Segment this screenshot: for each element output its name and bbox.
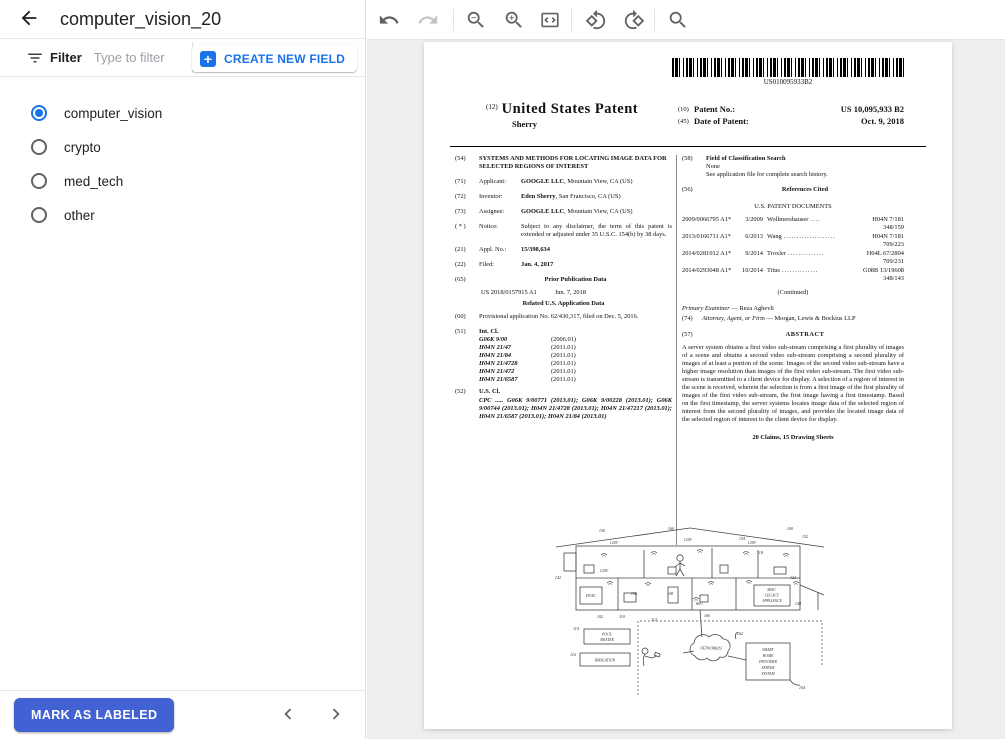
radio-unselected-icon[interactable] [31, 139, 47, 155]
bottom-action-bar [0, 690, 365, 739]
option-label: crypto [64, 139, 101, 155]
radio-option-crypto[interactable] [0, 130, 365, 164]
radio-unselected-icon[interactable] [31, 173, 47, 189]
figure-irrigation-label: IRRIGATION [594, 658, 616, 663]
option-label: med_tech [64, 173, 124, 189]
undo-icon[interactable] [378, 9, 400, 31]
svg-text:160: 160 [667, 526, 675, 531]
svg-text:102: 102 [596, 614, 604, 619]
divider [450, 146, 926, 147]
svg-text:164: 164 [798, 685, 806, 690]
svg-text:120V: 120V [599, 568, 609, 573]
prior-publication-heading: Prior Publication Data [544, 276, 607, 283]
svg-text:HOME: HOME [762, 654, 774, 658]
svg-text:100: 100 [786, 526, 794, 531]
plus-icon: + [200, 51, 216, 67]
inventor-surname: Sherry [512, 119, 538, 129]
patent-left-column: (54) SYSTEMS AND METHODS FOR LOCATING IMAGE DATA FOR SELECTED REGIONS OF INTEREST (71) Applicant: GOOGLE LLC, Mountain View, CA (US) (72) Inventor: Eden Sherry, San Francisco, CA (US) (73) Assignee: GOOGLE LLC, Mountain View, CA (US) ( * ) Notice: Subject to any disclaimer, the term of this patent is extended or adjusted under 35 U.S.C. 154(b) by 38 days. (21) Appl. No.: 15/398,634 (22) Filed: Jan. 4, 2017 (65) Prior Publication Data US 2018/0157915 A1 Jun. 7, 2018 Related U.S. Application Data (60) Provisional application No. 62/430,317, filed on Dec. 5, 2016. (51) Int. Cl. G06K 9/00 (2006.01) H04N 21/47 (2011.01) H04N 21/84 (2011.01) H04N 21/4728 (2011.01) H04N 21/472 (2011.01) H04N 21/6587 (2011.01) (52) U.S. Cl. CPC ..... G06K 9/00771 (2013.01); G06K 9/00228 (2013.01); G06K 9/00744 (2013.01); H04N 21/4728 (2013.01); H04N 21/47217 (2013.01); H04N 21/6587 (2013.01); H04N 21/84 (2013.01) [455, 155, 672, 420]
svg-text:142: 142 [554, 575, 562, 580]
next-document-icon[interactable] [325, 703, 349, 727]
create-new-field-button[interactable] [192, 45, 357, 72]
svg-text:PROVIDER: PROVIDER [759, 660, 777, 664]
back-arrow-icon[interactable] [18, 7, 42, 31]
mark-as-labeled-button[interactable]: MARK AS LABELED [14, 698, 174, 732]
patent-kind-header [486, 100, 638, 129]
svg-text:116: 116 [570, 652, 576, 657]
radio-option-med-tech[interactable] [0, 164, 365, 198]
radio-unselected-icon[interactable] [31, 207, 47, 223]
svg-text:120V: 120V [609, 540, 619, 545]
patent-title: United States Patent [501, 101, 639, 117]
patent-no-label: Patent No.: [694, 104, 736, 114]
abstract-heading: ABSTRACT [785, 331, 825, 338]
filter-label: Filter [50, 50, 82, 65]
zoom-in-icon[interactable] [503, 9, 525, 31]
cpc-classifications: CPC ..... G06K 9/00771 (2013.01); G06K 9/00228 (2013.01); G06K 9/00744 (2013.01); H04N 21/4728 (2013.01); H04N 21/47217 (2013.01); H04N 21/6587 (2013.01); H04N 21/84 (2013.01) [479, 397, 672, 420]
divider [453, 9, 454, 31]
page-title: computer_vision_20 [60, 8, 222, 29]
svg-text:150: 150 [598, 528, 606, 533]
abstract-text: A server system obtains a first video sub-stream comprising a first plurality of images of a scene and obtains a second video sub-stream comprising a second plurality of images of at least a portion of the scene. Images of the second video sub-stream have a higher image resolution than images of the first video sub-stream. The first video sub-stream is transmitted to a client device for display. A selection of a region of interest in the scene is received, wherein the selection is from a first image of the first plurality of images of the first video sub-stream, the first image having a first timestamp. Based on the first timestamp, the server systems locates image data of the selected region of interest from the second plurality of images, and provides the located image data of the selected region of interest to the client device for display. [682, 344, 904, 423]
app-header [0, 0, 365, 39]
left-panel [0, 0, 366, 739]
column-divider [676, 155, 677, 545]
divider [654, 9, 655, 31]
svg-text:120V: 120V [747, 540, 757, 545]
svg-text:LEGACY: LEGACY [765, 593, 779, 598]
svg-text:HEATER: HEATER [600, 638, 614, 642]
option-label: other [64, 207, 95, 223]
svg-text:110: 110 [619, 614, 625, 619]
figure-wifi-label: WiFi [695, 602, 703, 606]
barcode-text: US010095933B2 [763, 78, 813, 86]
svg-text:SMART: SMART [762, 648, 774, 652]
ref-12: (12) [486, 103, 498, 111]
svg-text:140: 140 [794, 601, 802, 606]
radio-option-computer-vision[interactable] [0, 96, 365, 130]
patent-no-value: US 10,095,933 B2 [840, 104, 904, 114]
fit-to-width-icon[interactable] [539, 9, 561, 31]
radio-option-other[interactable] [0, 198, 365, 232]
invention-title: SYSTEMS AND METHODS FOR LOCATING IMAGE DATA FOR SELECTED REGIONS OF INTEREST [479, 155, 667, 170]
svg-text:108: 108 [666, 591, 674, 596]
svg-text:MISC.: MISC. [767, 588, 777, 592]
ref-45: (45) [678, 118, 689, 125]
filter-input[interactable] [94, 50, 189, 65]
svg-text:SYSTEM: SYSTEM [761, 672, 775, 676]
filter-bar [0, 39, 365, 77]
svg-text:160: 160 [703, 613, 711, 618]
redo-icon[interactable] [417, 9, 439, 31]
svg-text:118: 118 [757, 550, 763, 555]
ref-10: (10) [678, 106, 689, 113]
rotate-cw-icon[interactable] [623, 9, 645, 31]
previous-document-icon[interactable] [277, 703, 301, 727]
svg-text:114: 114 [573, 626, 579, 631]
svg-text:SERVER: SERVER [761, 666, 775, 670]
pager [277, 703, 349, 727]
patent-right-column: (58) Field of Classification Search None See application file for complete search history. (56) References Cited U.S. PATENT DOCUMENTS 2009/0066795 A1* 3/2009 Wollmershauser .... H04N 7/181 348/159 2013/0166711 A1* 6/2013 Wang .................... H04N 7/181 709/223 2014/0281012 A1* 9/2014 Troxler .............. H04L 67/2804 709/231 2014/0293048 A1* 10/2014 Titus .............. G08B 13/19608 348/143 (Continued) Primary Examiner — Reza Aghevli (74) Attorney, Agent, or Firm — Morgan, Lewis & Bockius LLP (57) ABSTRACT A server system obtains a first video sub-stream comprising a first plurality of images of a scene and obtains a second video sub-stream comprising a second plurality of images of at least a portion of the scene. Images of the second video sub-stream have a higher image resolution than images of the first video sub-stream. The first video sub-stream is transmitted to a client device for display. A selection of a region of interest in the scene is received, wherein the selection is from a first image of the first plurality of images of the first video sub-stream, the first image having a first timestamp. Based on the first timestamp, the server systems locates image data of the selected region of interest from the second plurality of images, and provides the located image data of the selected region of interest to the client device for display. 20 Claims, 15 Drawing Sheets [682, 155, 904, 441]
filter-icon [26, 49, 44, 67]
svg-text:120V: 120V [683, 537, 693, 542]
patent-date-value: Oct. 9, 2018 [861, 116, 904, 126]
search-icon[interactable] [667, 9, 689, 31]
svg-text:112: 112 [651, 617, 657, 622]
viewer-toolbar [367, 0, 1005, 40]
barcode [672, 58, 904, 77]
claims-line: 20 Claims, 15 Drawing Sheets [752, 434, 834, 441]
document-viewer [367, 0, 1005, 739]
svg-text:122: 122 [789, 575, 797, 580]
figure-hvac-label: HVAC [585, 593, 597, 598]
svg-text:154: 154 [738, 536, 746, 541]
create-new-field-label: CREATE NEW FIELD [224, 51, 345, 66]
svg-text:162: 162 [736, 631, 744, 636]
svg-text:106: 106 [630, 591, 638, 596]
patent-figure-house-diagram [550, 525, 830, 705]
patent-date-label: Date of Patent: [694, 116, 749, 126]
svg-text:152: 152 [801, 534, 809, 539]
cited-references-table: 2009/0066795 A1* 3/2009 Wollmershauser .... H04N 7/181 348/159 2013/0166711 A1* 6/2013 Wang .................... H04N 7/181 709/223 2014/0281012 A1* 9/2014 Troxler .............. H04L 67/2804 709/231 2014/0293048 A1* 10/2014 Titus .............. G08B 13/19608 348/143 [682, 216, 904, 282]
label-options-list [0, 77, 365, 232]
divider [571, 9, 572, 31]
rotate-ccw-icon[interactable] [585, 9, 607, 31]
svg-text:POOL: POOL [602, 632, 612, 637]
svg-text:APPLIANCE: APPLIANCE [762, 599, 782, 603]
related-application-heading: Related U.S. Application Data [522, 300, 605, 307]
patent-document-page[interactable] [424, 42, 952, 729]
patent-number-header [678, 104, 904, 128]
radio-selected-icon[interactable] [31, 105, 47, 121]
figure-network-label: NETWORK(S) [700, 646, 722, 651]
zoom-out-icon[interactable] [465, 9, 487, 31]
option-label: computer_vision [64, 105, 163, 121]
